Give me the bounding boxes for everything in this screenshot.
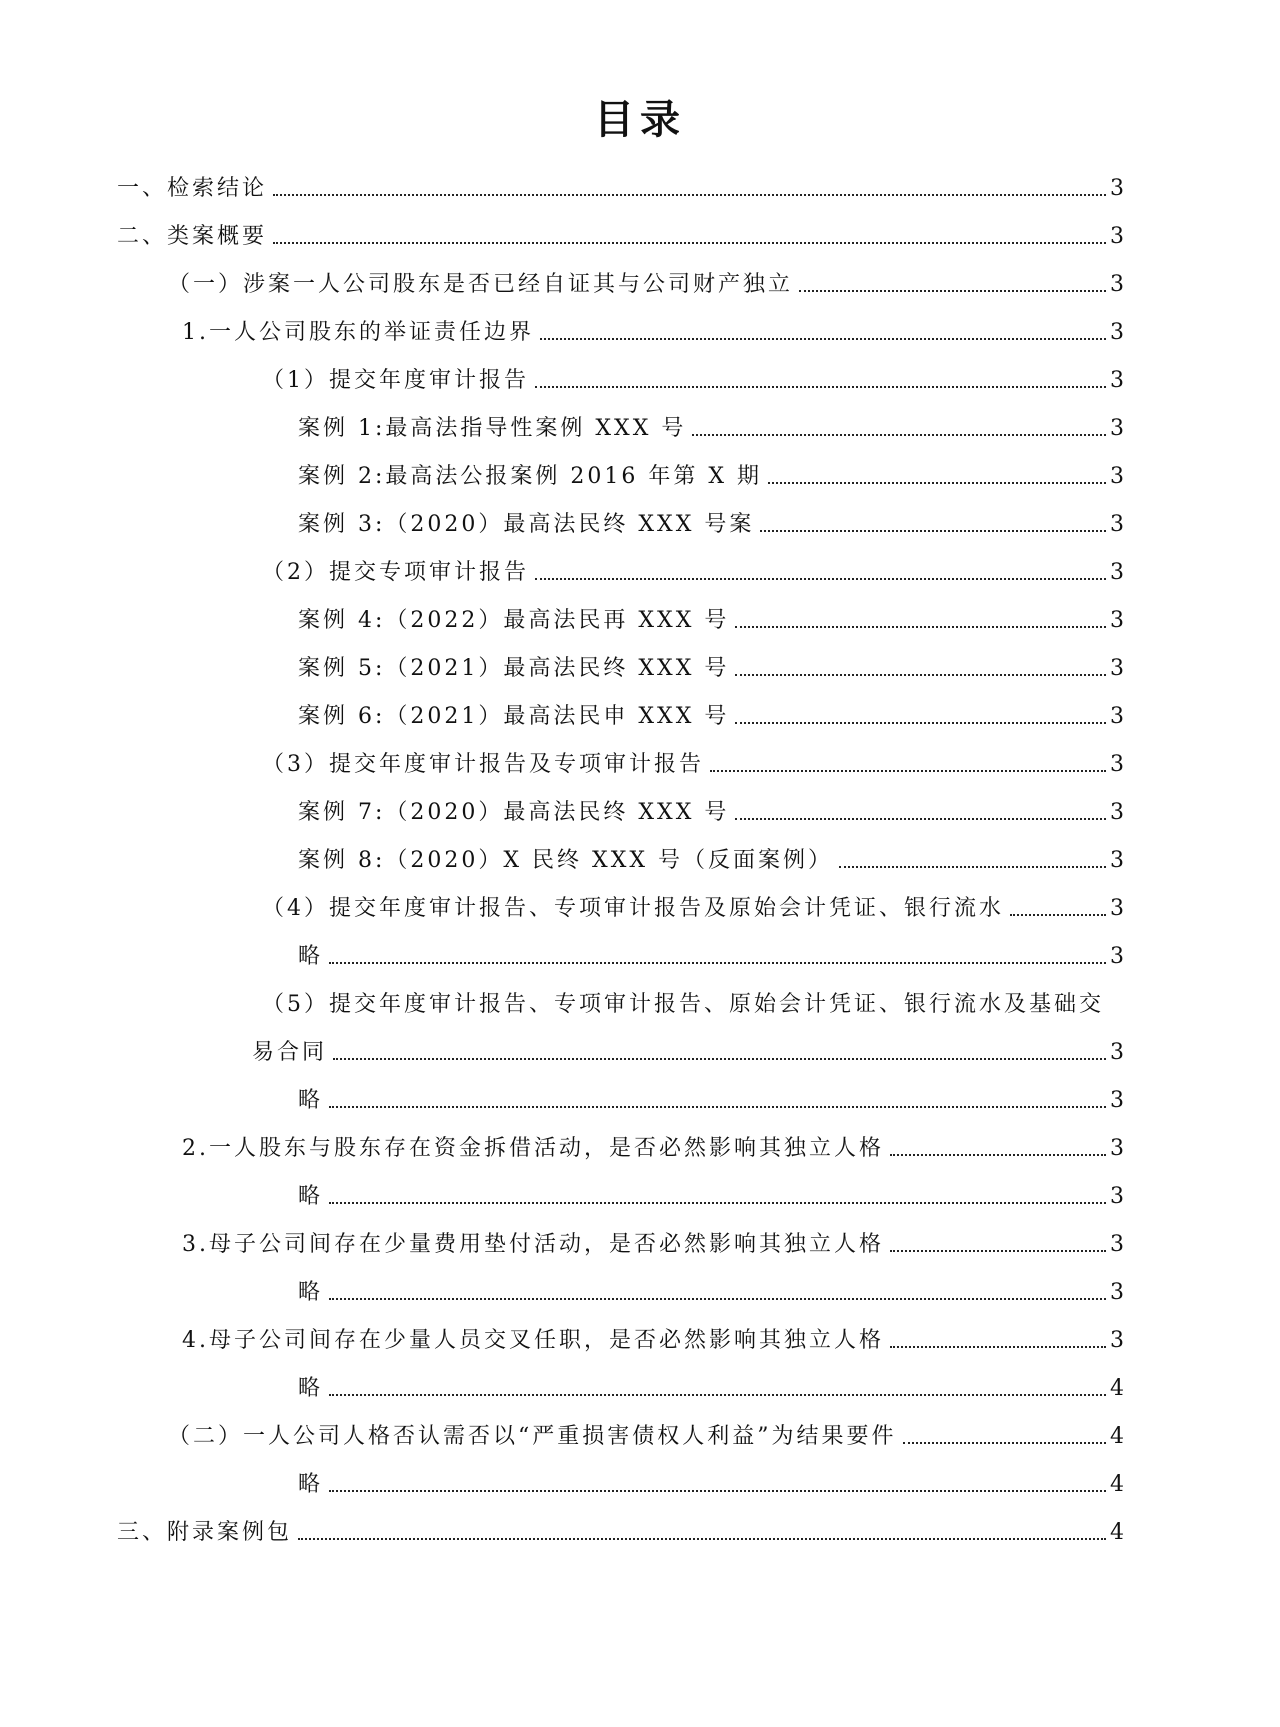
toc-entry-page: 4 [1110,1424,1124,1449]
toc-entry-text: （4）提交年度审计报告、专项审计报告及原始会计凭证、银行流水 [262,896,1004,921]
toc-entry-page: 3 [1110,1088,1124,1113]
toc-entry-text: 案例 6:（2021）最高法民申 XXX 号 [298,704,730,729]
toc-entry-text: 略 [298,1280,324,1305]
toc-entry-text: 案例 4:（2022）最高法民再 XXX 号 [298,608,730,633]
toc-leader [735,625,1106,628]
toc-entry-text: 二、类案概要 [117,224,268,249]
toc-entry-page: 3 [1110,944,1124,969]
toc-leader [735,673,1106,676]
toc-entry[interactable] [298,928,1124,972]
toc-entry-text: 3.母子公司间存在少量费用垫付活动，是否必然影响其独立人格 [182,1232,884,1257]
toc-entry-page: 3 [1110,1328,1124,1353]
toc-leader [839,865,1106,868]
toc-leader [273,193,1106,196]
toc-entry-text: 4.母子公司间存在少量人员交叉任职，是否必然影响其独立人格 [182,1328,884,1353]
toc-entry-text: 案例 5:（2021）最高法民终 XXX 号 [298,656,730,681]
toc-entry[interactable] [298,1168,1124,1212]
toc-entry-text: （2）提交专项审计报告 [262,560,529,585]
toc-entry-text: 略 [298,1088,324,1113]
toc-leader [890,1153,1106,1156]
toc-leader [760,529,1106,532]
toc-leader [540,337,1106,340]
toc-leader [692,433,1106,436]
toc-leader [1010,913,1106,916]
toc-leader [535,577,1106,580]
toc-leader [329,1201,1106,1204]
toc-entry[interactable] [298,496,1124,540]
toc-entry-page: 3 [1110,320,1124,345]
toc-entry-page: 3 [1110,848,1124,873]
toc-entry-text: 略 [298,1472,324,1497]
toc-entry[interactable] [298,688,1124,732]
toc-leader [890,1345,1106,1348]
toc-entry-page: 4 [1110,1472,1124,1497]
toc-leader [903,1441,1107,1444]
toc-leader [273,241,1106,244]
toc-leader [329,1489,1106,1492]
toc-entry[interactable] [298,1456,1124,1500]
toc-entry[interactable] [117,208,1124,252]
toc-entry[interactable] [117,160,1124,204]
toc-entry-page: 3 [1110,752,1124,777]
toc-entry-page: 3 [1110,272,1124,297]
toc-entry-text: 案例 7:（2020）最高法民终 XXX 号 [298,800,730,825]
toc-entry[interactable] [182,1312,1124,1356]
toc-entry[interactable] [298,1360,1124,1404]
toc-leader [329,1393,1106,1396]
toc-entry-page: 4 [1110,1376,1124,1401]
toc-entry[interactable] [262,880,1124,924]
toc-entry[interactable] [168,1408,1124,1452]
toc-entry-page: 3 [1110,656,1124,681]
toc-leader [329,1297,1106,1300]
toc-entry[interactable] [168,256,1124,300]
toc-entry-page: 3 [1110,464,1124,489]
toc-entry-page: 3 [1110,560,1124,585]
toc-leader [768,481,1106,484]
toc-entry-page: 3 [1110,368,1124,393]
toc-entry-text: 案例 1:最高法指导性案例 XXX 号 [298,416,687,441]
toc-entry-page: 3 [1110,704,1124,729]
toc-entry-text: （5）提交年度审计报告、专项审计报告、原始会计凭证、银行流水及基础交 [262,992,1104,1017]
toc-entry[interactable] [298,448,1124,492]
toc-entry-text: （二）一人公司人格否认需否以“严重损害债权人利益”为结果要件 [168,1424,897,1449]
page-title: 目录 [594,96,686,143]
toc-entry-page: 3 [1110,224,1124,249]
toc-entry-text: 1.一人公司股东的举证责任边界 [182,320,534,345]
toc-entry-page: 3 [1110,176,1124,201]
toc-entry[interactable] [252,1024,1124,1068]
toc-entry[interactable] [298,400,1124,444]
toc-entry-page: 3 [1110,1280,1124,1305]
toc-leader [298,1537,1106,1540]
toc-entry-page: 3 [1110,896,1124,921]
toc-entry[interactable] [298,640,1124,684]
toc-entry-text: 案例 8:（2020）X 民终 XXX 号（反面案例） [298,848,834,873]
toc-leader [329,1105,1106,1108]
toc-entry-page: 3 [1110,608,1124,633]
toc-entry-text: （一）涉案一人公司股东是否已经自证其与公司财产独立 [168,272,794,297]
toc-entry-text: 案例 3:（2020）最高法民终 XXX 号案 [298,512,755,537]
toc-leader [710,769,1106,772]
toc-entry[interactable] [182,304,1124,348]
toc-entry[interactable] [262,736,1124,780]
toc-entry-page: 3 [1110,800,1124,825]
toc-entry[interactable] [298,592,1124,636]
toc-entry[interactable] [298,832,1124,876]
toc-leader [735,817,1106,820]
toc-entry-text: 案例 2:最高法公报案例 2016 年第 X 期 [298,464,763,489]
toc-entry[interactable] [117,1504,1124,1548]
toc-entry[interactable] [182,1216,1124,1260]
toc-entry-text: 略 [298,1376,324,1401]
toc-entry-text: 三、附录案例包 [117,1520,293,1545]
toc-entry-page: 3 [1110,1184,1124,1209]
toc-leader [890,1249,1106,1252]
toc-entry-page: 4 [1110,1520,1124,1545]
toc-entry-page: 3 [1110,416,1124,441]
toc-entry-page: 3 [1110,1136,1124,1161]
toc-entry[interactable] [182,1120,1124,1164]
toc-leader [333,1057,1106,1060]
toc-leader [735,721,1106,724]
toc-entry-text: （1）提交年度审计报告 [262,368,529,393]
toc-entry-page: 3 [1110,1040,1124,1065]
toc-entry[interactable] [298,1072,1124,1116]
toc-entry-text: 略 [298,1184,324,1209]
toc-leader [329,961,1106,964]
toc-entry-text: （3）提交年度审计报告及专项审计报告 [262,752,704,777]
toc-entry-text: 略 [298,944,324,969]
toc-entry[interactable] [298,1264,1124,1308]
toc-entry-text: 2.一人股东与股东存在资金拆借活动，是否必然影响其独立人格 [182,1136,884,1161]
toc-entry-wrapped-line[interactable] [262,976,1124,1020]
toc-entry-text: 易合同 [252,1040,328,1065]
toc-entry[interactable] [262,352,1124,396]
toc-entry-page: 3 [1110,512,1124,537]
toc-leader [535,385,1106,388]
toc-entry[interactable] [262,544,1124,588]
toc-entry[interactable] [298,784,1124,828]
toc-entry-text: 一、检索结论 [117,176,268,201]
toc-entry-page: 3 [1110,1232,1124,1257]
toc-leader [799,289,1106,292]
